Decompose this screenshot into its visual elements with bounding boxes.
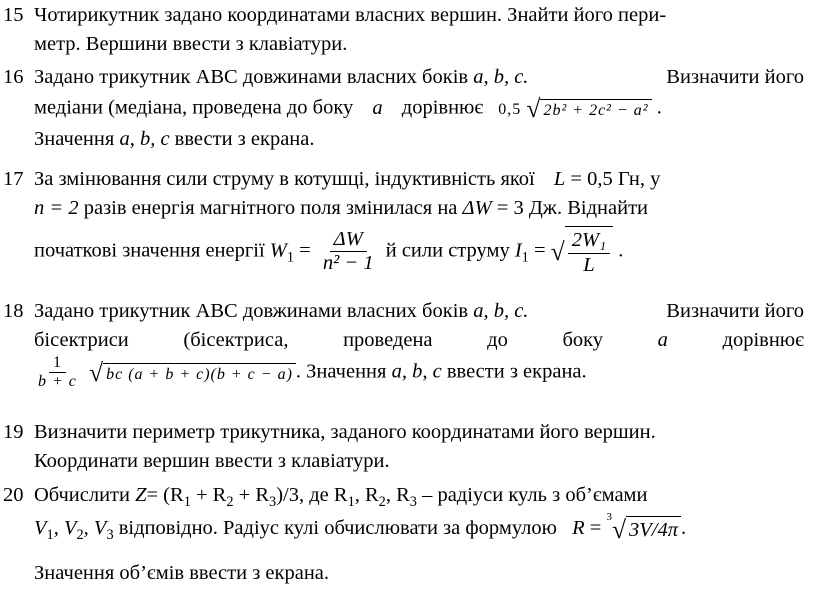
task-text-line: Значення a, b, c ввести з екрана. <box>34 128 315 150</box>
task-text-line: n = 2 разів енергія магнітного поля змінилася на ΔW = 3 Дж. Віднайти <box>34 197 648 219</box>
task-text-line: медіани (медіана, проведена до боку a дорівнює 0,5 √ 2b² + 2c² − a² . <box>34 94 662 123</box>
energy-fraction: $\frac{\Delta W}{\text{n² − 1}}$ <box>322 227 374 275</box>
sqrt-formula: √ $\frac{\text{2W₁}}{L}$ <box>551 226 614 277</box>
task-number: 15 <box>3 4 24 26</box>
formula-coefficient: 0,5 <box>498 100 522 118</box>
task-text-line: $\frac{1}{b + c}$ √ bc (a + b + c)(b + c − a) . Значення a, b, c ввести з екрана. <box>34 354 587 392</box>
task-text-line: бісектриси (бісектриса, проведена до боку a дорівнює <box>34 329 804 351</box>
task-text-line: Чотирикутник задано координатами власних вершин. Знайти його пери- <box>34 4 667 26</box>
task-text-line: Задано трикутник ABC довжинами власних боків a, b, c. Визначити його <box>34 300 804 322</box>
task-number: 19 <box>3 421 24 443</box>
task-text-line: початкові значення енергії $W_1$ = $\frac{\Delta W}{\text{n² − 1}}$ й сили струму $I_1$ = √ $\frac{\text{2W₁}}{L}$ . <box>34 227 624 276</box>
sqrt-formula: √ 2b² + 2c² − a² <box>526 96 651 122</box>
task-number: 18 <box>3 300 24 322</box>
cube-root-formula: $^3$√ 3V/4π <box>606 516 681 543</box>
task-text-line: Обчислити $Z= (R_1 + R_2 + R_3)/3$, де $R_1$, $R_2$, $R_3$ – радіуси куль з об’ємами <box>34 484 648 511</box>
task-number: 17 <box>3 168 24 190</box>
task-text-line: Визначити периметр трикутника, заданого координатами його вершин. <box>34 421 656 443</box>
task-text-line: Задано трикутник ABC довжинами власних боків a, b, c. Визначити його <box>34 66 804 88</box>
task-text-line: $V_1$, $V_2$, $V_3$ відповідно. Радіус кулі обчислювати за формулою R = $^3$√ 3V/4π . <box>34 511 687 544</box>
task-number: 16 <box>3 66 24 88</box>
bisector-fraction: $\frac{1}{b + c}$ <box>38 354 77 391</box>
task-text-line: За змінювання сили струму в котушці, індуктивність якої L = 0,5 Гн, у <box>34 168 661 190</box>
task-text-line: метр. Вершини ввести з клавіатури. <box>34 33 348 55</box>
task-text-line: Значення об’ємів ввести з екрана. <box>34 562 330 584</box>
task-number: 20 <box>3 484 24 506</box>
sqrt-formula: √ bc (a + b + c)(b + c − a) <box>89 360 296 386</box>
task-text-line: Координати вершин ввести з клавіатури. <box>34 450 390 472</box>
